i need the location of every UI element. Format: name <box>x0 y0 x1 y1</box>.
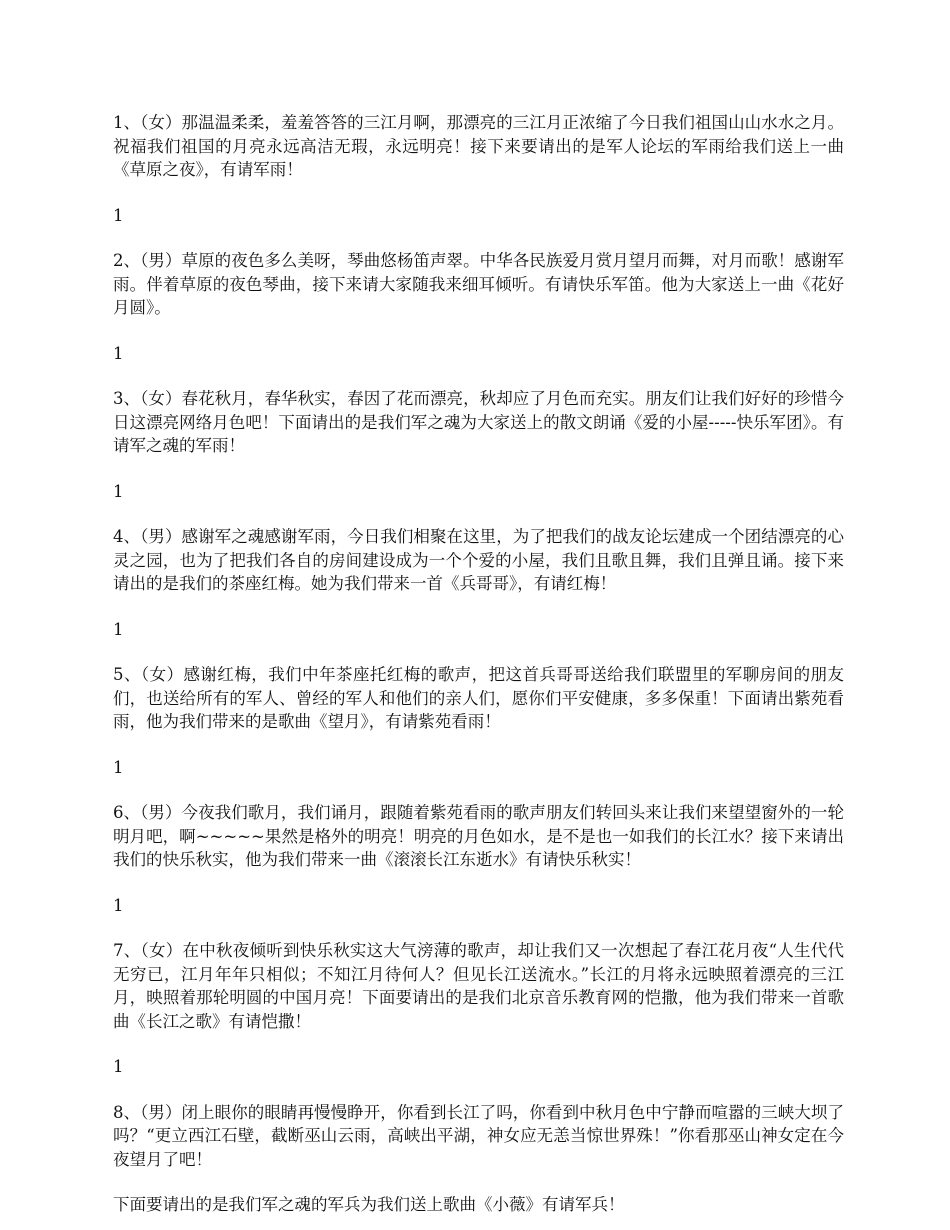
page-number-marker: 1 <box>113 619 124 639</box>
paragraph-5: 5、（女）感谢红梅，我们中年茶座托红梅的歌声，把这首兵哥哥送给我们联盟里的军聊房间的朋友们，也送给所有的军人、曾经的军人和他们的亲人们，愿你们平安健康，多多保重！下面请出紫苑看雨，他为我们带来的是歌曲《望月》，有请紫苑看雨！ <box>113 665 844 731</box>
page-number-marker: 1 <box>113 481 124 501</box>
paragraph-7: 7、（女）在中秋夜倾听到快乐秋实这大气滂薄的歌声，却让我们又一次想起了春江花月夜“人生代代无穷已，江月年年只相似；不知江月待何人？但见长江送流水。”长江的月将永远映照着漂亮的三江月，映照着那轮明圆的中国月亮！下面要请出的是我们北京音乐教育网的恺撒，他为我们带来一首歌曲《长江之歌》有请恺撒！ <box>113 941 844 1031</box>
paragraph-2: 2、（男）草原的夜色多么美呀，琴曲悠杨笛声翠。中华各民族爱月赏月望月而舞，对月而歌！感谢军雨。伴着草原的夜色琴曲，接下来请大家随我来细耳倾听。有请快乐军笛。他为大家送上一曲《花好月圆》。 <box>113 251 844 317</box>
page-number-marker: 1 <box>113 343 124 363</box>
paragraph-1: 1、（女）那温温柔柔，羞羞答答的三江月啊，那漂亮的三江月正浓缩了今日我们祖国山山水水之月。祝福我们祖国的月亮永远高洁无瑕，永远明亮！接下来要请出的是军人论坛的军雨给我们送上一曲《草原之夜》，有请军雨！ <box>113 113 844 179</box>
paragraph-8: 8、（男）闭上眼你的眼睛再慢慢睁开，你看到长江了吗，你看到中秋月色中宁静而喧嚣的三峡大坝了吗？“更立西江石壁，截断巫山云雨，高峡出平湖，神女应无恙当惊世界殊！”你看那巫山神女定在今夜望月了吧！ <box>113 1102 844 1169</box>
page-number-marker: 1 <box>113 895 124 915</box>
closing-paragraph: 下面要请出的是我们军之魂的军兵为我们送上歌曲《小薇》有请军兵！ <box>113 1195 625 1214</box>
page-number-marker: 1 <box>113 205 124 225</box>
page-number-marker: 1 <box>113 757 124 777</box>
paragraph-6: 6、（男）今夜我们歌月，我们诵月，跟随着紫苑看雨的歌声朋友们转回头来让我们来望望窗外的一轮明月吧，啊~~~~~果然是格外的明亮！明亮的月色如水，是不是也一如我们的长江水？接下来请出我们的快乐秋实，他为我们带来一曲《滚滚长江东逝水》有请快乐秋实！ <box>113 803 844 869</box>
paragraph-4: 4、（男）感谢军之魂感谢军雨，今日我们相聚在这里，为了把我们的战友论坛建成一个团结漂亮的心灵之园，也为了把我们各自的房间建设成为一个个爱的小屋，我们且歌且舞，我们且弹且诵。接下来请出的是我们的茶座红梅。她为我们带来一首《兵哥哥》，有请红梅！ <box>113 527 844 593</box>
paragraph-3: 3、（女）春花秋月，春华秋实，春因了花而漂亮，秋却应了月色而充实。朋友们让我们好好的珍惜今日这漂亮网络月色吧！下面请出的是我们军之魂为大家送上的散文朗诵《爱的小屋-----快乐军团》。有请军之魂的军雨！ <box>113 389 844 455</box>
page-number-marker: 1 <box>113 1057 124 1076</box>
